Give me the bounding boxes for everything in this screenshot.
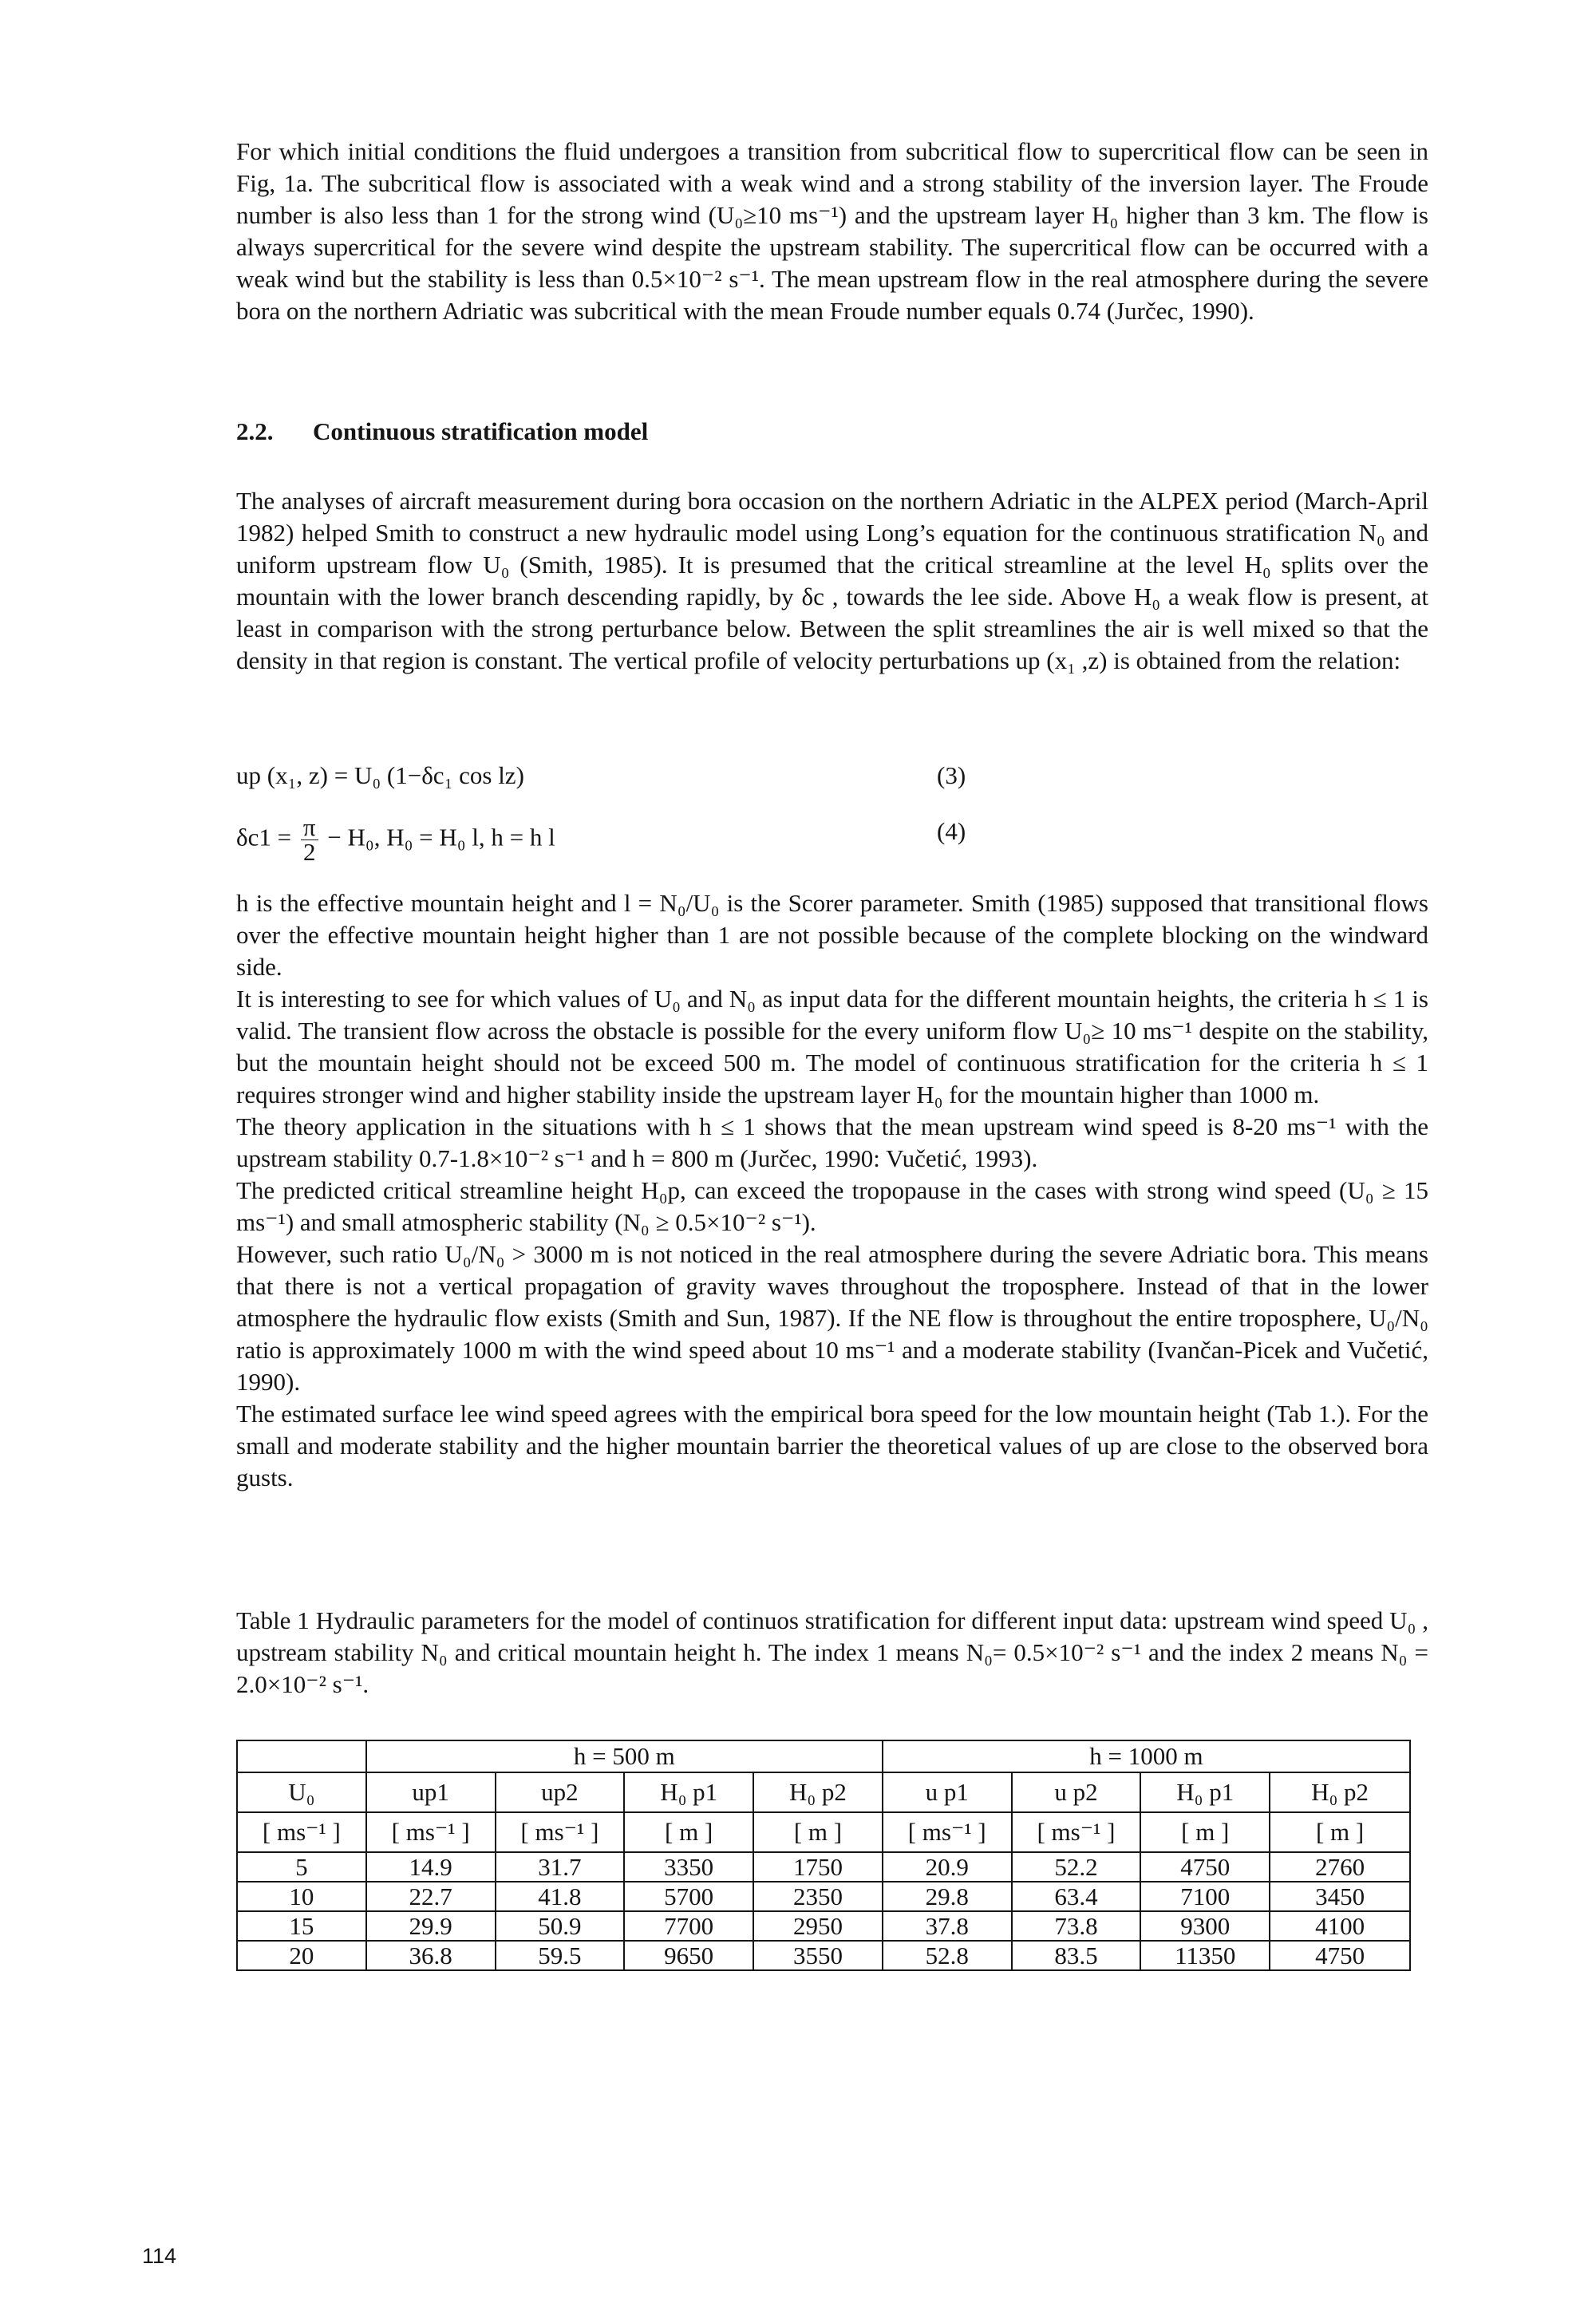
section-heading — [236, 417, 648, 446]
table-cell: 31.7 — [496, 1852, 625, 1882]
table-cell: 52.8 — [883, 1941, 1012, 1970]
table-cell: 73.8 — [1012, 1911, 1141, 1941]
column-unit: [ ms⁻¹ ] — [366, 1812, 496, 1852]
paragraph-text: However, such ratio U₀/N₀ > 3000 m is not noticed in the real atmosphere during the severe Adriatic bora. This means that there is not a vertical propagation of gravity waves throughout the troposphere. Instead of that in the lower atmosphere the hydraulic flow exists (Smith and Sun, 1987). If the NE flow is throughout the entire troposphere, U₀/N₀ ratio is approximately 1000 m with the wind speed about 10 ms⁻¹ and a moderate stability (Ivančan-Picek and Vučetić, 1990). — [236, 1240, 1428, 1396]
fraction-numerator: π — [301, 816, 318, 840]
table-cell: 59.5 — [496, 1941, 625, 1970]
table-row — [237, 1911, 1410, 1941]
table-cell: 2760 — [1270, 1852, 1410, 1882]
table-cell: 4100 — [1270, 1911, 1410, 1941]
hydraulic-parameters-table — [236, 1740, 1411, 1971]
table-row — [237, 1941, 1410, 1970]
table-cell: 20 — [237, 1941, 366, 1970]
column-unit: [ m ] — [753, 1812, 883, 1852]
column-name: H₀ p1 — [1140, 1772, 1270, 1812]
table-cell: 7700 — [624, 1911, 753, 1941]
equation-rest: − H₀, H₀ = H₀ l, h = h l — [327, 823, 555, 851]
equation-expression: up (x₁, z) = U₀ (1−δc₁ cos lz) — [236, 761, 524, 789]
column-name: H₀ p2 — [753, 1772, 883, 1812]
table-cell: 83.5 — [1012, 1941, 1141, 1970]
table-caption: Table 1 Hydraulic parameters for the model of continuos stratification for different input data: upstream wind speed U₀ , upstream stability N₀ and critical mountain height h. The index 1 means N₀= 0.5×10⁻² s⁻¹ and the index 2 means N₀ = 2.0×10⁻² s⁻¹. — [236, 1606, 1428, 1698]
section-number: 2.2. — [236, 417, 274, 445]
fraction-denominator: 2 — [302, 838, 316, 866]
column-name: up1 — [366, 1772, 496, 1812]
table-column-name-row — [237, 1772, 1410, 1812]
table-cell: 4750 — [1270, 1941, 1410, 1970]
table-cell: 2950 — [753, 1911, 883, 1941]
group-header-h1000: h = 1000 m — [883, 1740, 1410, 1772]
paragraph-text: For which initial conditions the fluid undergoes a transition from subcritical flow to supercritical flow can be seen in Fig, 1a. The subcritical flow is associated with a weak wind and a strong stability of the inversion layer. The Froude number is also less than 1 for the strong wind (U₀≥10 ms⁻¹) and the upstream layer H₀ higher than 3 km. The flow is always supercritical for the severe wind despite the upstream stability. The supercritical flow can be occurred with a weak wind but the stability is less than 0.5×10⁻² s⁻¹. The mean upstream flow in the real atmosphere during the severe bora on the northern Adriatic was subcritical with the mean Froude number equals 0.74 (Jurčec, 1990). — [236, 137, 1428, 325]
table-row — [237, 1852, 1410, 1882]
paragraph-group-discussion — [236, 887, 1428, 1494]
table-cell: 52.2 — [1012, 1852, 1141, 1882]
column-name: up2 — [496, 1772, 625, 1812]
table-cell: 3350 — [624, 1852, 753, 1882]
equation-number: (4) — [937, 817, 966, 845]
page-number: 114 — [142, 2244, 177, 2268]
table-cell: 20.9 — [883, 1852, 1012, 1882]
column-name: U₀ — [237, 1772, 366, 1812]
paragraph-text: The analyses of aircraft measurement during bora occasion on the northern Adriatic in the ALPEX period (March-April 1982) helped Smith to construct a new hydraulic model using Long’s equation for the continuous stratification N₀ and uniform upstream flow U₀ (Smith, 1985). It is presumed that the critical streamline at the level H₀ splits over the mountain with the lower branch descending rapidly, by δc , towards the lee side. Above H₀ a weak flow is present, at least in comparison with the strong perturbance below. Between the split streamlines the air is well mixed so that the density in that region is constant. The vertical profile of velocity perturbations up (x₁ ,z) is obtained from the relation: — [236, 487, 1428, 674]
table-cell: 37.8 — [883, 1911, 1012, 1941]
column-name: u p2 — [1012, 1772, 1141, 1812]
table-cell: 5 — [237, 1852, 366, 1882]
table-column-unit-row — [237, 1812, 1410, 1852]
table-cell: 36.8 — [366, 1941, 496, 1970]
table-cell: 3450 — [1270, 1882, 1410, 1911]
table-cell: 3550 — [753, 1941, 883, 1970]
table-cell: 29.8 — [883, 1882, 1012, 1911]
table-group-header-row — [237, 1740, 1410, 1772]
paragraph-text: h is the effective mountain height and l = N₀/U₀ is the Scorer parameter. Smith (1985) supposed that transitional flows over the effective mountain height higher than 1 are not possible because of the complete blocking on the windward side. — [236, 889, 1428, 981]
table-cell: 50.9 — [496, 1911, 625, 1941]
table-cell: 29.9 — [366, 1911, 496, 1941]
column-unit: [ m ] — [1270, 1812, 1410, 1852]
table-cell: 5700 — [624, 1882, 753, 1911]
table-cell: 11350 — [1140, 1941, 1270, 1970]
column-name: H₀ p2 — [1270, 1772, 1410, 1812]
paragraph-froude-transition — [236, 136, 1428, 327]
table-cell: 41.8 — [496, 1882, 625, 1911]
group-header-h500: h = 500 m — [366, 1740, 883, 1772]
equation-expression — [236, 813, 555, 866]
paragraph-text: The estimated surface lee wind speed agrees with the empirical bora speed for the low mountain height (Tab 1.). For the small and moderate stability and the higher mountain barrier the theoretical values of up are close to the observed bora gusts. — [236, 1400, 1428, 1491]
table-cell: 9300 — [1140, 1911, 1270, 1941]
table-cell: 7100 — [1140, 1882, 1270, 1911]
table-corner-cell — [237, 1740, 366, 1772]
equation-number: (3) — [937, 761, 966, 789]
paragraph-smith-model — [236, 485, 1428, 677]
table-cell: 4750 — [1140, 1852, 1270, 1882]
table-cell: 14.9 — [366, 1852, 496, 1882]
paragraph-text: The theory application in the situations with h ≤ 1 shows that the mean upstream wind speed is 8-20 ms⁻¹ with the upstream stability 0.7-1.8×10⁻² s⁻¹ and h = 800 m (Jurčec, 1990: Vučetić, 1993). — [236, 1112, 1428, 1172]
column-name: H₀ p1 — [624, 1772, 753, 1812]
column-unit: [ ms⁻¹ ] — [237, 1812, 366, 1852]
paragraph-text: The predicted critical streamline height H₀p, can exceed the tropopause in the cases with strong wind speed (U₀ ≥ 15 ms⁻¹) and small atmospheric stability (N₀ ≥ 0.5×10⁻² s⁻¹). — [236, 1176, 1428, 1236]
table-cell: 15 — [237, 1911, 366, 1941]
column-unit: [ ms⁻¹ ] — [496, 1812, 625, 1852]
column-name: u p1 — [883, 1772, 1012, 1812]
column-unit: [ m ] — [624, 1812, 753, 1852]
table-cell: 1750 — [753, 1852, 883, 1882]
pi-over-two-fraction — [301, 813, 318, 866]
table-cell: 2350 — [753, 1882, 883, 1911]
section-title: Continuous stratification model — [313, 417, 649, 445]
column-unit: [ ms⁻¹ ] — [1012, 1812, 1141, 1852]
paragraph-text: It is interesting to see for which values of U₀ and N₀ as input data for the different mountain heights, the criteria h ≤ 1 is valid. The transient flow across the obstacle is possible for the every uniform flow U₀≥ 10 ms⁻¹ despite on the stability, but the mountain height should not be exceed 500 m. The model of continuous stratification for the criteria h ≤ 1 requires stronger wind and higher stability inside the upstream layer H₀ for the mountain higher than 1000 m. — [236, 985, 1428, 1108]
table-cell: 10 — [237, 1882, 366, 1911]
table-row — [237, 1882, 1410, 1911]
table-cell: 22.7 — [366, 1882, 496, 1911]
table-cell: 9650 — [624, 1941, 753, 1970]
column-unit: [ ms⁻¹ ] — [883, 1812, 1012, 1852]
equation-lhs: δc1 = — [236, 823, 292, 851]
column-unit: [ m ] — [1140, 1812, 1270, 1852]
table-cell: 63.4 — [1012, 1882, 1141, 1911]
